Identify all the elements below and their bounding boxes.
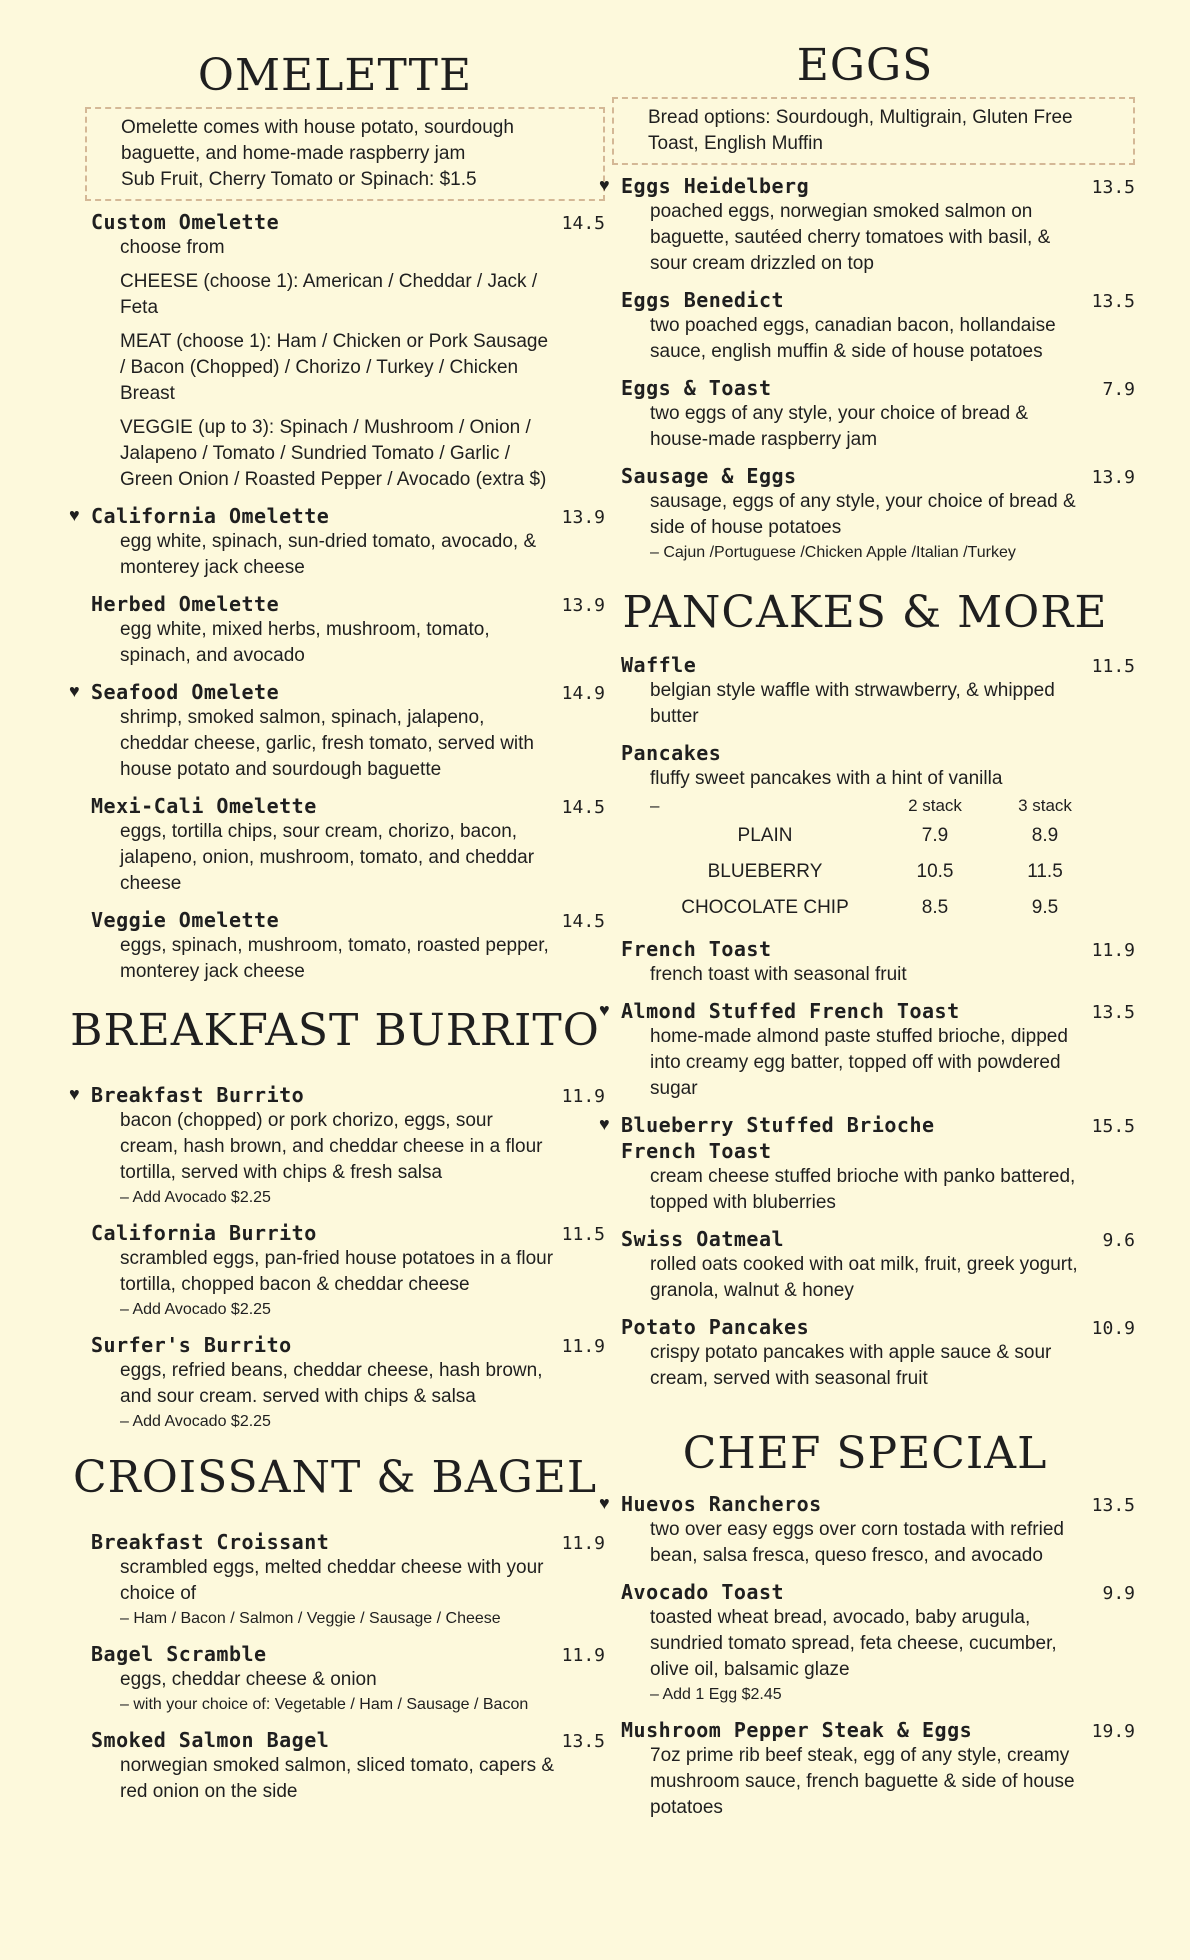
item-desc: rolled oats cooked with oat milk, fruit, greek yogurt, granola, walnut & honey [650, 1254, 1078, 1301]
menu-item-surfers-burrito [65, 1332, 605, 1434]
item-name: Potato Pancakes [621, 1315, 810, 1339]
item-name: Breakfast Burrito [91, 1083, 305, 1107]
item-desc: MEAT (choose 1): Ham / Chicken or Pork Sausage / Bacon (Chopped) / Chorizo / Turkey / Chicken Breast [120, 331, 549, 404]
left-column [65, 0, 605, 1815]
item-desc: belgian style waffle with strwawberry, & whipped butter [650, 680, 1055, 727]
item-name: Huevos Rancheros [621, 1492, 822, 1516]
item-desc: eggs, spinach, mushroom, tomato, roasted pepper, monterey jack cheese [120, 935, 549, 982]
pancake-price-3: 9.5 [1031, 897, 1059, 918]
item-name: Bagel Scramble [91, 1642, 267, 1666]
eggs-note: Bread options: Sourdough, Multigrain, Gluten Free Toast, English Muffin [612, 97, 1135, 165]
item-name: Veggie Omelette [91, 908, 280, 932]
item-price: 9.9 [1102, 1583, 1135, 1604]
pancake-price-2: 10.5 [916, 861, 954, 882]
item-price: 11.9 [561, 1086, 605, 1107]
menu-item-veggie-omelette [65, 907, 605, 985]
menu-item-blueberry-stuffed-brioche [595, 1112, 1135, 1216]
item-name: Avocado Toast [621, 1580, 785, 1604]
item-desc: scrambled eggs, pan-fried house potatoes in a flour tortilla, chopped bacon & cheddar cheese [120, 1248, 554, 1295]
item-price: 13.5 [1091, 291, 1135, 312]
omelette-note-line: Omelette comes with house potato, sourdough baguette, and home-made raspberry jam [121, 117, 514, 164]
pancake-flavor: CHOCOLATE CHIP [681, 897, 849, 918]
item-name: French Toast [621, 937, 772, 961]
right-column [595, 0, 1135, 1831]
item-price: 13.5 [1091, 1002, 1135, 1023]
item-desc: eggs, tortilla chips, sour cream, chorizo, bacon, jalapeno, onion, mushroom, tomato, and cheddar cheese [120, 821, 535, 894]
item-desc: bacon (chopped) or pork chorizo, eggs, sour cream, hash brown, and cheddar cheese in a flour tortilla, served with chips & fresh salsa [120, 1110, 543, 1183]
item-price: 9.6 [1102, 1230, 1135, 1251]
item-desc: scrambled eggs, melted cheddar cheese with your choice of [120, 1557, 544, 1604]
item-price: 11.9 [561, 1533, 605, 1554]
item-desc: choose from [120, 237, 225, 258]
item-name: California Omelette [91, 504, 330, 528]
item-name: Herbed Omelette [91, 592, 280, 616]
item-desc: eggs, refried beans, cheddar cheese, hash brown, and sour cream. served with chips & salsa [120, 1360, 543, 1407]
menu-item-mushroom-pepper-steak [595, 1717, 1135, 1821]
item-name: Mushroom Pepper Steak & Eggs [621, 1718, 973, 1742]
col-3-stack: 3 stack [1018, 796, 1072, 815]
item-extra: – Add Avocado $2.25 [120, 1189, 271, 1206]
heart-icon: ♥ [69, 505, 80, 525]
item-desc: 7oz prime rib beef steak, egg of any style, creamy mushroom sauce, french baguette & side of house potatoes [650, 1745, 1075, 1818]
menu-item-sausage-eggs [595, 463, 1135, 565]
item-name: Surfer's Burrito [91, 1333, 292, 1357]
pancake-flavor: BLUEBERRY [707, 861, 823, 882]
pancake-row [650, 890, 1135, 926]
item-price: 13.5 [1091, 1495, 1135, 1516]
item-desc: french toast with seasonal fruit [650, 964, 907, 985]
item-name: Smoked Salmon Bagel [91, 1728, 330, 1752]
item-price: 13.9 [1091, 467, 1135, 488]
pancake-dash: – [650, 796, 660, 815]
item-price: 13.9 [561, 507, 605, 528]
item-price: 19.9 [1091, 1721, 1135, 1742]
item-desc: crispy potato pancakes with apple sauce & sour cream, served with seasonal fruit [650, 1342, 1052, 1389]
item-extra: – Add Avocado $2.25 [120, 1301, 271, 1318]
eggs-title: EGGS [796, 40, 934, 91]
menu-item-waffle [595, 652, 1135, 730]
item-name: Blueberry Stuffed Brioche French Toast [621, 1113, 935, 1163]
pancake-row [650, 818, 1135, 854]
item-desc: two poached eggs, canadian bacon, hollandaise sauce, english muffin & side of house potatoes [650, 315, 1056, 362]
item-desc: norwegian smoked salmon, sliced tomato, capers & red onion on the side [120, 1755, 555, 1802]
item-name: Mexi-Cali Omelette [91, 794, 317, 818]
menu-item-potato-pancakes [595, 1314, 1135, 1392]
col-2-stack: 2 stack [908, 796, 962, 815]
item-price: 11.5 [1091, 656, 1135, 677]
item-price: 11.9 [561, 1336, 605, 1357]
item-name: Breakfast Croissant [91, 1530, 330, 1554]
item-name: Seafood Omelete [91, 680, 280, 704]
heart-icon: ♥ [69, 681, 80, 701]
item-desc: egg white, mixed herbs, mushroom, tomato, spinach, and avocado [120, 619, 490, 666]
menu-item-mexi-cali-omelette [65, 793, 605, 897]
omelette-title: OMELETTE [197, 50, 473, 101]
item-price: 11.9 [561, 1645, 605, 1666]
item-extra: – Add 1 Egg $2.45 [650, 1686, 782, 1703]
menu-item-bagel-scramble [65, 1641, 605, 1717]
item-name: Almond Stuffed French Toast [621, 999, 960, 1023]
chef-title: CHEF SPECIAL [682, 1428, 1048, 1479]
item-name: Waffle [621, 653, 697, 677]
item-desc: shrimp, smoked salmon, spinach, jalapeno, cheddar cheese, garlic, fresh tomato, served with house potato and sourdough baguette [120, 707, 534, 780]
item-desc: home-made almond paste stuffed brioche, dipped into creamy egg batter, topped off with powdered sugar [650, 1026, 1068, 1099]
item-extra: – Ham / Bacon / Salmon / Veggie / Sausage / Cheese [120, 1610, 501, 1627]
item-extra: – with your choice of: Vegetable / Ham / Sausage / Bacon [120, 1696, 529, 1713]
item-desc: CHEESE (choose 1): American / Cheddar / Jack / Feta [120, 271, 538, 318]
menu-item-eggs-heidelberg [595, 173, 1135, 277]
item-price: 14.5 [561, 797, 605, 818]
pancake-row [650, 854, 1135, 890]
item-price: 7.9 [1102, 379, 1135, 400]
pancake-flavor: PLAIN [737, 825, 793, 846]
item-price: 10.9 [1091, 1318, 1135, 1339]
item-desc: VEGGIE (up to 3): Spinach / Mushroom / Onion / Jalapeno / Tomato / Sundried Tomato / Garlic / Green Onion / Roasted Pepper / Avocado (extra $) [120, 417, 547, 490]
menu-item-huevos-rancheros [595, 1491, 1135, 1569]
item-desc: egg white, spinach, sun-dried tomato, avocado, & monterey jack cheese [120, 531, 537, 578]
item-extra: – Cajun /Portuguese /Chicken Apple /Italian /Turkey [650, 544, 1016, 561]
croissant-title: CROISSANT & BAGEL [72, 1452, 598, 1503]
item-desc: poached eggs, norwegian smoked salmon on baguette, sautéed cherry tomatoes with basil, & sour cream drizzled on top [650, 201, 1051, 274]
item-desc: sausage, eggs of any style, your choice of bread & side of house potatoes [650, 491, 1076, 538]
item-desc: cream cheese stuffed brioche with panko battered, topped with bluberries [650, 1166, 1076, 1213]
menu-item-smoked-salmon-bagel [65, 1727, 605, 1805]
pancake-price-table [650, 794, 1135, 926]
item-price: 13.5 [1091, 177, 1135, 198]
item-name: Pancakes [621, 741, 722, 765]
item-extra: – Add Avocado $2.25 [120, 1413, 271, 1430]
menu-item-avocado-toast [595, 1579, 1135, 1707]
omelette-note [85, 107, 605, 201]
heart-icon: ♥ [599, 1000, 610, 1020]
pancakes-title: PANCAKES & MORE [622, 587, 1108, 638]
heart-icon: ♥ [599, 1493, 610, 1513]
item-price: 14.5 [561, 213, 605, 234]
pancake-price-2: 8.5 [921, 897, 949, 918]
menu-item-breakfast-croissant [65, 1529, 605, 1631]
menu-item-custom-omelette [65, 209, 605, 493]
item-price: 14.9 [561, 683, 605, 704]
pancake-price-3: 8.9 [1031, 825, 1059, 846]
item-name: Custom Omelette [91, 210, 280, 234]
item-price: 13.9 [561, 595, 605, 616]
menu-item-seafood-omelete [65, 679, 605, 783]
item-desc: toasted wheat bread, avocado, baby arugula, sundried tomato spread, feta cheese, cucumber, olive oil, balsamic glaze [650, 1607, 1057, 1680]
menu-item-almond-stuffed-french-toast [595, 998, 1135, 1102]
heart-icon: ♥ [599, 1114, 610, 1134]
item-desc: two eggs of any style, your choice of bread & house-made raspberry jam [650, 403, 1029, 450]
pancake-price-2: 7.9 [921, 825, 949, 846]
item-price: 11.5 [561, 1224, 605, 1245]
heart-icon: ♥ [69, 1084, 80, 1104]
item-desc: eggs, cheddar cheese & onion [120, 1669, 377, 1690]
item-price: 13.5 [561, 1731, 605, 1752]
item-name: California Burrito [91, 1221, 317, 1245]
menu-item-eggs-benedict [595, 287, 1135, 365]
item-name: Eggs Heidelberg [621, 174, 810, 198]
menu-item-pancakes [595, 740, 1135, 926]
menu-item-california-omelette [65, 503, 605, 581]
menu-item-california-burrito [65, 1220, 605, 1322]
item-name: Sausage & Eggs [621, 464, 797, 488]
item-desc: two over easy eggs over corn tostada with refried bean, salsa fresca, queso fresco, and avocado [650, 1519, 1064, 1566]
item-price: 15.5 [1091, 1116, 1135, 1137]
item-name: Eggs & Toast [621, 376, 772, 400]
menu-item-swiss-oatmeal [595, 1226, 1135, 1304]
menu-item-breakfast-burrito [65, 1082, 605, 1210]
menu-item-herbed-omelette [65, 591, 605, 669]
item-name: Swiss Oatmeal [621, 1227, 785, 1251]
item-name: Eggs Benedict [621, 288, 785, 312]
item-price: 11.9 [1091, 940, 1135, 961]
heart-icon: ♥ [599, 175, 610, 195]
pancake-price-3: 11.5 [1027, 861, 1063, 882]
item-desc: fluffy sweet pancakes with a hint of vanilla [650, 768, 1003, 789]
omelette-note-line: Sub Fruit, Cherry Tomato or Spinach: $1.5 [121, 169, 477, 190]
burrito-title: BREAKFAST BURRITO [70, 1005, 600, 1056]
menu-item-eggs-toast [595, 375, 1135, 453]
menu-item-french-toast [595, 936, 1135, 988]
item-price: 14.5 [561, 911, 605, 932]
